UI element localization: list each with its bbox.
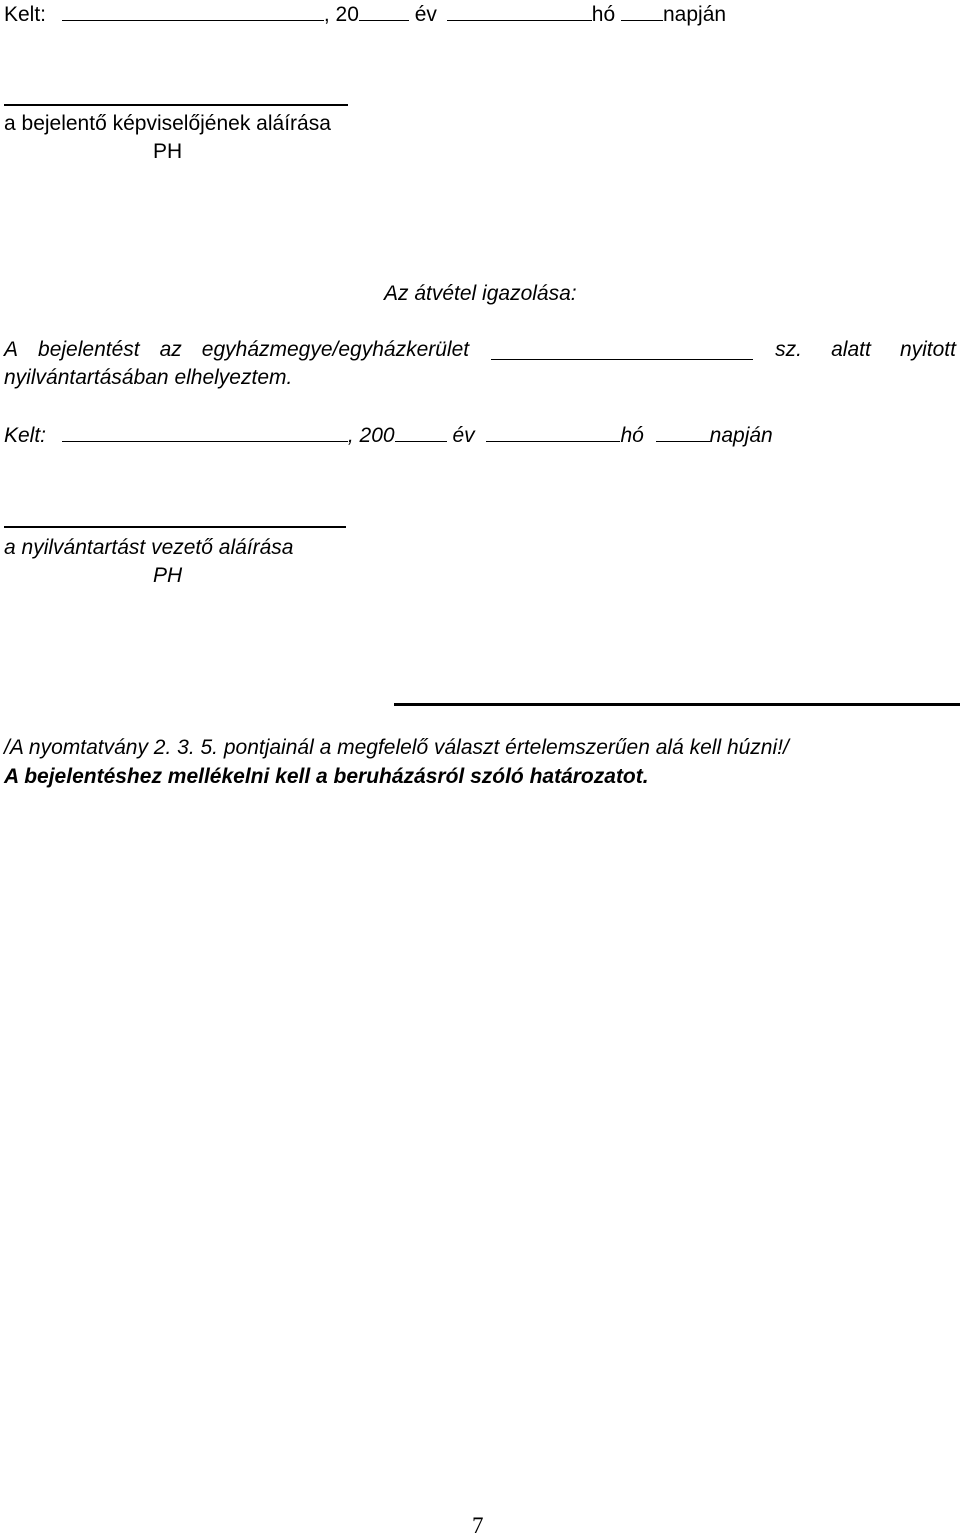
receipt-word-nyitott: nyitott bbox=[899, 338, 956, 361]
receipt-ho-label: hó bbox=[620, 424, 644, 447]
month-blank bbox=[447, 2, 592, 21]
napjan-label: napján bbox=[662, 3, 727, 26]
receipt-day-blank bbox=[656, 423, 710, 442]
receipt-year-prefix: , 200 bbox=[347, 424, 395, 447]
date-place-blank bbox=[62, 2, 324, 21]
receipt-title: Az átvétel igazolása: bbox=[384, 282, 577, 305]
underline-instruction-note: /A nyomtatvány 2. 3. 5. pontjainál a megfelelő választ értelemszerűen alá kell húzni!/ bbox=[4, 736, 789, 759]
receipt-place-blank bbox=[62, 423, 348, 442]
receipt-kelt-label: Kelt: bbox=[4, 424, 47, 447]
registration-number-blank bbox=[491, 341, 753, 360]
ho-label: hó bbox=[591, 3, 616, 26]
receipt-word-4: egyházmegye/egyházkerület bbox=[201, 338, 470, 361]
receipt-statement-line2: nyilvántartásában elhelyeztem. bbox=[4, 366, 293, 389]
kelt-label: Kelt: bbox=[4, 3, 47, 26]
receipt-date-line bbox=[4, 423, 773, 446]
top-date-line bbox=[4, 2, 726, 25]
applicant-signature-line bbox=[4, 104, 348, 106]
receipt-word-3: az bbox=[159, 338, 182, 361]
ev-label: év bbox=[414, 3, 437, 26]
year-prefix: , 20 bbox=[323, 3, 359, 26]
receipt-statement-line1 bbox=[4, 339, 956, 360]
registrar-ph-label: PH bbox=[153, 564, 183, 587]
receipt-word-1: A bbox=[4, 338, 19, 361]
receipt-word-alatt: alatt bbox=[831, 338, 871, 361]
receipt-word-sz: sz. bbox=[775, 338, 802, 361]
registrar-signature-label: a nyilvántartást vezető aláírása bbox=[4, 536, 294, 559]
notes-separator-line bbox=[394, 703, 960, 706]
registrar-signature-line bbox=[4, 526, 346, 528]
receipt-month-blank bbox=[486, 423, 620, 442]
applicant-ph-label: PH bbox=[153, 140, 183, 163]
page-number: 7 bbox=[472, 1513, 484, 1538]
receipt-word-2: bejelentést bbox=[38, 338, 140, 361]
applicant-signature-label: a bejelentő képviselőjének aláírása bbox=[4, 112, 331, 135]
receipt-napjan-label: napján bbox=[709, 424, 773, 447]
receipt-year-blank bbox=[395, 423, 447, 442]
attachment-requirement-note: A bejelentéshez mellékelni kell a beruházásról szóló határozatot. bbox=[4, 765, 649, 788]
receipt-ev-label: év bbox=[452, 424, 475, 447]
year-blank bbox=[359, 2, 409, 21]
day-blank bbox=[621, 2, 663, 21]
